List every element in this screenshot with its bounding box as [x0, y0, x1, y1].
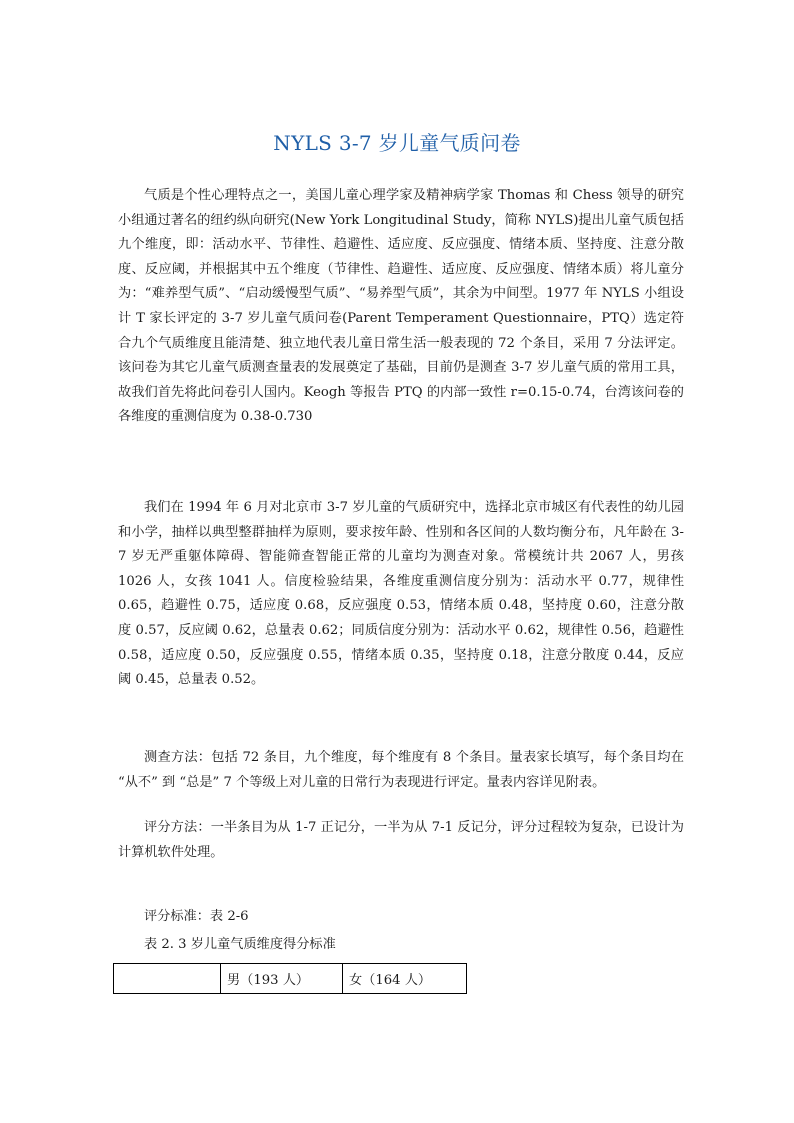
paragraph-text: 我们在 1994 年 6 月对北京市 3-7 岁儿童的气质研究中，选择北京市城区有代表性的幼儿园和小学，抽样以典型整群抽样为原则，要求按年龄、性别和各区间的人数均衡分布，凡年龄在 3-7 岁无严重躯体障碍、智能筛查智能正常的儿童均为测查对象。常模统计共 2067 人，男孩 1026 人，女孩 1041 人。信度检验结果，各维度重测信度分别为：活动水平 0.77，规律性 0.65，趋避性 0.75，适应度 0.68，反应强度 0.53，情绪本质 0.48，坚持度 0.60，注意分散度 0.57，反应阈 0.62，总量表 0.62；同质信度分别为：活动水平 0.62，规律性 0.56，趋避性 0.58，适应度 0.50，反应强度 0.55，情绪本质 0.35，坚持度 0.18，注意分散度 0.44，反应阈 0.45，总量表 0.52。 — [118, 500, 684, 688]
paragraph-text: 气质是个性心理特点之一，美国儿童心理学家及精神病学家 Thomas 和 Chess 领导的研究小组通过著名的纽约纵向研究(New York Longitudinal Study，简称 NYLS)提出儿童气质包括九个维度，即：活动水平、节律性、趋避性、适应度、反应强度、情绪本质、坚持度、注意分散度、反应阈，并根据其中五个维度（节律性、趋避性、适应度、反应强度、情绪本质）将儿童分为：“难养型气质”、“启动缓慢型气质”、“易养型气质”，其余为中间型。1977 年 NYLS 小组设计 T 家长评定的 3-7 岁儿童气质问卷(Parent Temperament Questionnaire，PTQ）选定符合九个气质维度且能清楚、独立地代表儿童日常生活一般表现的 72 个条目，采用 7 分法评定。该问卷为其它儿童气质测查量表的发展奠定了基础，目前仍是测查 3-7 岁儿童气质的常用工具，故我们首先将此问卷引人国内。Keogh 等报告 PTQ 的内部一致性 r=0.15-0.74，台湾该问卷的各维度的重测信度为 0.38-0.730 — [118, 188, 684, 425]
scoring-standard-table — [113, 963, 467, 994]
paragraph-scoring — [118, 816, 684, 865]
paragraph-method — [118, 746, 684, 795]
table-header-cell-empty — [114, 964, 221, 994]
table-header-row — [114, 964, 467, 994]
paragraph-study — [118, 496, 684, 693]
table-header-cell-female: 女（164 人） — [343, 964, 467, 994]
scoring-standard-label: 评分标准：表 2-6 — [144, 909, 249, 924]
document-title: NYLS 3-7 岁儿童气质问卷 — [273, 131, 521, 155]
table-header-cell-male: 男（193 人） — [221, 964, 343, 994]
paragraph-intro — [118, 184, 684, 430]
paragraph-text: 评分方法：一半条目为从 1-7 正记分，一半为从 7-1 反记分，评分过程较为复杂，已设计为计算机软件处理。 — [118, 820, 684, 860]
table-caption: 表 2. 3 岁儿童气质维度得分标准 — [144, 937, 336, 952]
paragraph-text: 测查方法：包括 72 条目，九个维度，每个维度有 8 个条目。量表家长填写，每个条目均在 “从不” 到 “总是” 7 个等级上对儿童的日常行为表现进行评定。量表内容详见附表。 — [118, 750, 684, 790]
